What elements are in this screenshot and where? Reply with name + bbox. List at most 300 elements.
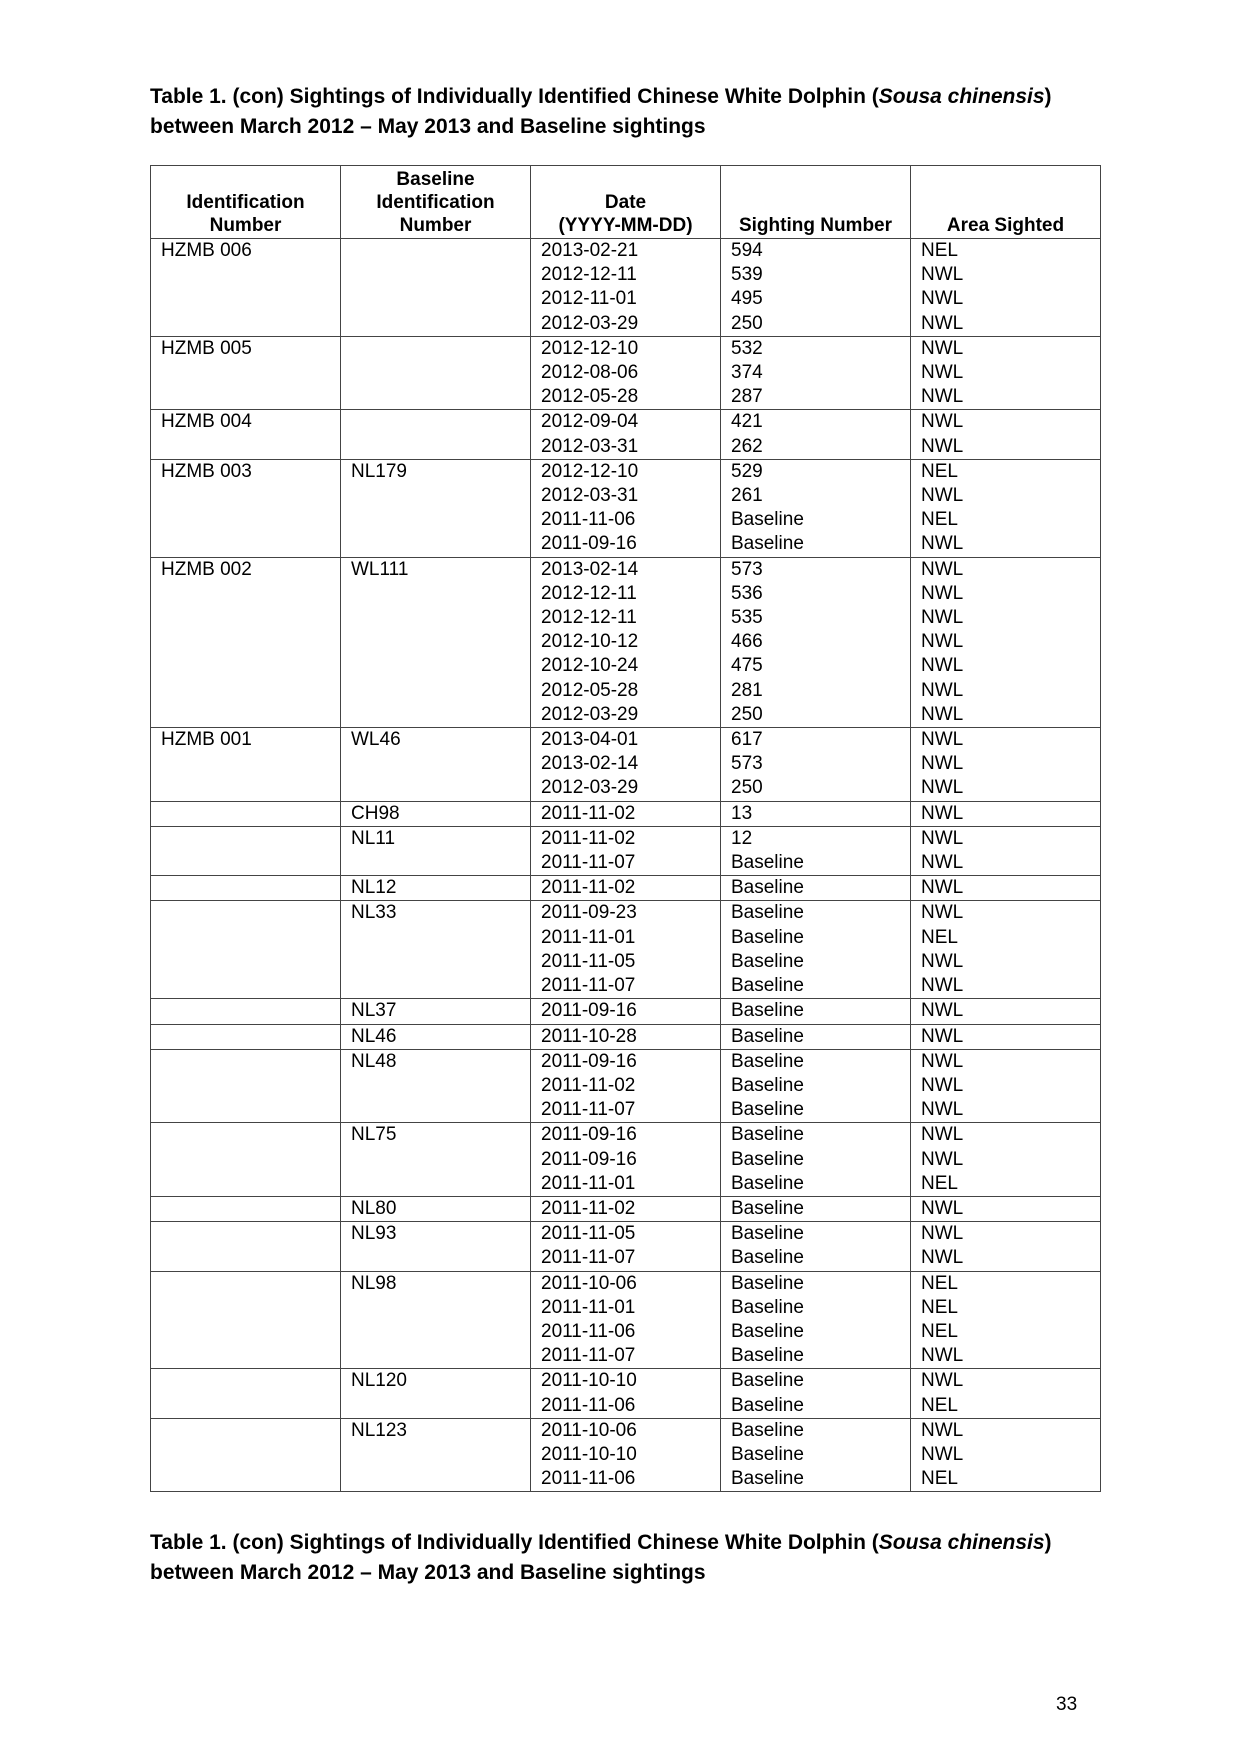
sighting-number-value: Baseline (731, 1000, 804, 1022)
date-value: 2011-11-07 (541, 975, 636, 997)
area-sighted-value: NWL (921, 852, 964, 874)
area-sighted-cell (911, 1418, 1101, 1492)
sighting-number-cell (721, 801, 911, 826)
sighting-number-value: Baseline (731, 1419, 804, 1441)
area-sighted-value: NEL (921, 1468, 958, 1490)
date-cell (531, 1271, 721, 1369)
area-sighted-value: NWL (921, 655, 964, 677)
header-text: Date (YYYY-MM-DD) (558, 192, 693, 236)
area-sighted-value: NWL (921, 902, 964, 924)
area-sighted-value: NWL (921, 386, 964, 408)
area-sighted-value: NWL (921, 975, 964, 997)
sighting-number-value: 250 (731, 312, 763, 334)
date-value: 2011-11-06 (541, 509, 636, 531)
table-row (151, 801, 1101, 826)
baseline-id-cell: NL120 (341, 1369, 531, 1418)
area-sighted-value: NWL (921, 362, 964, 384)
table-row (151, 728, 1101, 802)
date-value: 2011-11-01 (541, 1172, 636, 1194)
sighting-number-value: 617 (731, 729, 763, 751)
sighting-number-value: Baseline (731, 533, 804, 555)
sighting-number-value: 13 (731, 802, 753, 824)
sighting-number-value: 594 (731, 240, 763, 261)
sighting-number-cell (721, 1123, 911, 1197)
sighting-group (151, 999, 1101, 1024)
area-sighted-cell (911, 826, 1101, 875)
header-date (531, 166, 721, 239)
header-identification-number (151, 166, 341, 239)
date-value: 2012-12-11 (541, 264, 637, 286)
sighting-number-value: 250 (731, 777, 763, 799)
table-row (151, 1049, 1101, 1123)
table-row (151, 410, 1101, 459)
identification-number-cell (151, 1024, 341, 1049)
area-sighted-value: NWL (921, 1074, 964, 1096)
sighting-number-value: 374 (731, 362, 763, 384)
table-row (151, 1369, 1101, 1418)
sighting-number-value: Baseline (731, 1272, 804, 1294)
area-sighted-value: NWL (921, 337, 964, 359)
baseline-id-cell: NL123 (341, 1418, 531, 1492)
identification-number-cell (151, 876, 341, 901)
baseline-id-cell (341, 239, 531, 337)
area-sighted-cell (911, 1196, 1101, 1221)
date-value: 2011-09-16 (541, 1050, 637, 1072)
sighting-number-value: Baseline (731, 1320, 804, 1342)
area-sighted-cell (911, 801, 1101, 826)
date-cell (531, 826, 721, 875)
area-sighted-value: NWL (921, 777, 964, 799)
caption-species: Sousa chinensis (878, 85, 1045, 108)
area-sighted-value: NWL (921, 1345, 964, 1367)
table-row (151, 999, 1101, 1024)
baseline-id-cell: NL37 (341, 999, 531, 1024)
area-sighted-value: NEL (921, 1296, 958, 1318)
caption-suffix: ) between March 2012 – May 2013 and Baseline sightings (150, 85, 1052, 138)
sighting-number-value: Baseline (731, 950, 804, 972)
sighting-group (151, 1049, 1101, 1123)
sighting-number-cell (721, 1418, 911, 1492)
sighting-number-value: Baseline (731, 1443, 804, 1465)
sighting-group (151, 1271, 1101, 1369)
sighting-number-value: Baseline (731, 877, 804, 899)
sighting-number-value: Baseline (731, 1025, 804, 1047)
date-cell (531, 1196, 721, 1221)
header-text: Sighting Number (738, 215, 893, 236)
date-value: 2013-02-14 (541, 558, 639, 580)
area-sighted-value: NWL (921, 607, 964, 629)
date-value: 2011-10-06 (541, 1272, 637, 1294)
date-value: 2012-11-01 (541, 288, 637, 310)
sighting-number-value: Baseline (731, 1468, 804, 1490)
baseline-id-cell: NL12 (341, 876, 531, 901)
table-row (151, 876, 1101, 901)
date-value: 2012-10-24 (541, 655, 639, 677)
date-cell (531, 336, 721, 410)
sighting-group (151, 1123, 1101, 1197)
sighting-number-cell (721, 999, 911, 1024)
date-value: 2011-11-02 (541, 1197, 636, 1219)
sighting-number-value: Baseline (731, 926, 804, 948)
date-cell (531, 410, 721, 459)
sighting-number-value: 573 (731, 753, 763, 775)
sighting-group (151, 801, 1101, 826)
area-sighted-cell (911, 336, 1101, 410)
baseline-id-cell (341, 410, 531, 459)
sighting-group (151, 876, 1101, 901)
date-value: 2011-11-07 (541, 1247, 636, 1269)
caption-prefix: Table 1. (con) Sightings of Individually Identified Chinese White Dolphin ( (150, 1531, 879, 1554)
sighting-number-value: Baseline (731, 1223, 804, 1245)
date-value: 2011-11-06 (541, 1468, 636, 1490)
baseline-id-cell: NL93 (341, 1222, 531, 1271)
date-value: 2012-12-11 (541, 582, 637, 604)
sightings-table (150, 165, 1101, 1492)
header-sighting-number (721, 166, 911, 239)
header-area-sighted (911, 166, 1101, 239)
area-sighted-value: NEL (921, 1320, 958, 1342)
identification-number-cell: HZMB 006 (151, 239, 341, 337)
sighting-number-value: 573 (731, 558, 763, 580)
header-row (151, 166, 1101, 239)
area-sighted-value: NWL (921, 1223, 964, 1245)
identification-number-cell (151, 1418, 341, 1492)
sighting-number-cell (721, 1271, 911, 1369)
sighting-number-value: Baseline (731, 1074, 804, 1096)
baseline-id-cell: NL80 (341, 1196, 531, 1221)
sighting-number-cell (721, 557, 911, 727)
area-sighted-value: NWL (921, 1247, 964, 1269)
date-cell (531, 557, 721, 727)
baseline-id-cell (341, 336, 531, 410)
identification-number-cell (151, 1271, 341, 1369)
date-cell (531, 1049, 721, 1123)
identification-number-cell (151, 801, 341, 826)
sighting-number-value: 539 (731, 264, 763, 286)
area-sighted-cell (911, 901, 1101, 999)
date-value: 2012-03-29 (541, 703, 639, 725)
sighting-number-cell (721, 728, 911, 802)
area-sighted-value: NEL (921, 1272, 958, 1294)
date-value: 2013-02-14 (541, 753, 639, 775)
area-sighted-value: NWL (921, 1025, 964, 1047)
sighting-number-cell (721, 1049, 911, 1123)
sighting-group (151, 239, 1101, 337)
baseline-id-cell: NL11 (341, 826, 531, 875)
area-sighted-cell (911, 1271, 1101, 1369)
table-row (151, 459, 1101, 557)
date-value: 2012-03-31 (541, 485, 639, 507)
date-value: 2012-03-29 (541, 777, 639, 799)
sighting-number-value: Baseline (731, 509, 804, 531)
sighting-number-cell (721, 1196, 911, 1221)
date-value: 2012-05-28 (541, 386, 639, 408)
caption-suffix: ) between March 2012 – May 2013 and Baseline sightings (150, 1531, 1052, 1584)
sighting-group (151, 1222, 1101, 1271)
table-row (151, 826, 1101, 875)
date-value: 2011-11-01 (541, 1296, 636, 1318)
identification-number-cell: HZMB 005 (151, 336, 341, 410)
date-cell (531, 1222, 721, 1271)
identification-number-cell (151, 1123, 341, 1197)
date-cell (531, 999, 721, 1024)
date-value: 2011-09-16 (541, 1148, 637, 1170)
baseline-id-cell: NL75 (341, 1123, 531, 1197)
header-baseline-identification-number (341, 166, 531, 239)
sighting-number-cell (721, 1369, 911, 1418)
baseline-id-cell: WL111 (341, 557, 531, 727)
sighting-group (151, 901, 1101, 999)
date-value: 2012-08-06 (541, 362, 639, 384)
date-value: 2011-11-01 (541, 926, 636, 948)
area-sighted-value: NWL (921, 533, 964, 555)
sighting-number-value: Baseline (731, 902, 804, 924)
date-cell (531, 728, 721, 802)
sighting-number-value: 262 (731, 435, 763, 457)
area-sighted-value: NWL (921, 312, 964, 334)
sighting-group (151, 1418, 1101, 1492)
baseline-id-cell: NL46 (341, 1024, 531, 1049)
date-value: 2011-10-10 (541, 1443, 637, 1465)
area-sighted-value: NWL (921, 264, 964, 286)
area-sighted-cell (911, 876, 1101, 901)
table-row (151, 1271, 1101, 1369)
baseline-id-cell: WL46 (341, 728, 531, 802)
sighting-number-value: Baseline (731, 1197, 804, 1219)
area-sighted-value: NWL (921, 1148, 964, 1170)
date-cell (531, 1418, 721, 1492)
identification-number-cell (151, 1222, 341, 1271)
area-sighted-value: NEL (921, 240, 958, 261)
baseline-id-cell: NL98 (341, 1271, 531, 1369)
sighting-number-value: 281 (731, 679, 763, 701)
sighting-number-cell (721, 410, 911, 459)
identification-number-cell: HZMB 004 (151, 410, 341, 459)
area-sighted-value: NEL (921, 1394, 958, 1416)
area-sighted-cell (911, 459, 1101, 557)
table-row (151, 1222, 1101, 1271)
sighting-group (151, 459, 1101, 557)
date-cell (531, 1123, 721, 1197)
area-sighted-value: NWL (921, 582, 964, 604)
date-value: 2012-12-10 (541, 337, 639, 359)
table-row (151, 239, 1101, 337)
date-value: 2011-09-16 (541, 533, 637, 555)
date-value: 2011-11-05 (541, 1223, 636, 1245)
sighting-number-value: Baseline (731, 1099, 804, 1121)
table-caption (150, 82, 1110, 142)
date-value: 2011-11-02 (541, 802, 636, 824)
date-value: 2012-03-29 (541, 312, 639, 334)
baseline-id-cell: NL179 (341, 459, 531, 557)
area-sighted-value: NWL (921, 877, 964, 899)
area-sighted-cell (911, 1369, 1101, 1418)
date-value: 2011-11-06 (541, 1394, 636, 1416)
table-row (151, 1196, 1101, 1221)
sighting-number-cell (721, 901, 911, 999)
area-sighted-value: NWL (921, 1419, 964, 1441)
baseline-id-cell: NL48 (341, 1049, 531, 1123)
area-sighted-cell (911, 728, 1101, 802)
caption-species: Sousa chinensis (878, 1531, 1045, 1554)
sighting-number-value: Baseline (731, 1148, 804, 1170)
date-value: 2011-09-16 (541, 1000, 637, 1022)
caption-prefix: Table 1. (con) Sightings of Individually Identified Chinese White Dolphin ( (150, 85, 879, 108)
date-value: 2012-12-10 (541, 460, 639, 482)
area-sighted-value: NWL (921, 753, 964, 775)
table-row (151, 1024, 1101, 1049)
area-sighted-value: NWL (921, 411, 964, 433)
sighting-group (151, 1369, 1101, 1418)
date-value: 2011-11-07 (541, 1099, 636, 1121)
sighting-group (151, 1024, 1101, 1049)
area-sighted-value: NWL (921, 1000, 964, 1022)
sighting-number-value: Baseline (731, 1296, 804, 1318)
sighting-number-cell (721, 239, 911, 337)
identification-number-cell (151, 1049, 341, 1123)
header-text: Area Sighted (946, 215, 1065, 236)
date-value: 2011-11-06 (541, 1320, 636, 1342)
page-number: 33 (1056, 1694, 1078, 1715)
sighting-number-value: 536 (731, 582, 763, 604)
date-cell (531, 239, 721, 337)
area-sighted-value: NWL (921, 558, 964, 580)
area-sighted-value: NWL (921, 950, 964, 972)
date-value: 2011-11-02 (541, 1074, 636, 1096)
date-value: 2011-10-10 (541, 1370, 637, 1392)
date-value: 2011-11-02 (541, 877, 636, 899)
area-sighted-cell (911, 1049, 1101, 1123)
sighting-number-value: Baseline (731, 852, 804, 874)
identification-number-cell: HZMB 002 (151, 557, 341, 727)
area-sighted-value: NWL (921, 802, 964, 824)
area-sighted-value: NWL (921, 679, 964, 701)
area-sighted-value: NWL (921, 288, 964, 310)
date-value: 2011-11-05 (541, 950, 636, 972)
table-caption-repeat (150, 1528, 1110, 1588)
area-sighted-value: NWL (921, 1197, 964, 1219)
date-value: 2012-03-31 (541, 435, 639, 457)
area-sighted-cell (911, 410, 1101, 459)
area-sighted-value: NEL (921, 509, 958, 531)
table-row (151, 557, 1101, 727)
area-sighted-value: NWL (921, 703, 964, 725)
sighting-number-value: 250 (731, 703, 763, 725)
identification-number-cell (151, 1369, 341, 1418)
sighting-number-value: Baseline (731, 1345, 804, 1367)
sighting-number-value: 287 (731, 386, 763, 408)
date-value: 2013-02-21 (541, 240, 639, 261)
table-row (151, 901, 1101, 999)
sighting-number-value: 475 (731, 655, 763, 677)
area-sighted-cell (911, 239, 1101, 337)
sighting-number-cell (721, 1024, 911, 1049)
area-sighted-value: NWL (921, 1099, 964, 1121)
date-value: 2012-12-11 (541, 607, 637, 629)
sighting-number-cell (721, 336, 911, 410)
area-sighted-value: NWL (921, 1443, 964, 1465)
date-value: 2011-11-02 (541, 827, 636, 849)
area-sighted-value: NWL (921, 485, 964, 507)
date-value: 2012-09-04 (541, 411, 639, 433)
sighting-group (151, 826, 1101, 875)
header-text: Identification Number (186, 192, 305, 236)
sighting-group (151, 336, 1101, 410)
area-sighted-cell (911, 1222, 1101, 1271)
area-sighted-value: NWL (921, 1370, 964, 1392)
sighting-number-value: 421 (731, 411, 763, 433)
sighting-number-value: Baseline (731, 1394, 804, 1416)
identification-number-cell (151, 901, 341, 999)
sighting-number-value: 529 (731, 460, 763, 482)
area-sighted-value: NEL (921, 1172, 958, 1194)
sighting-number-value: Baseline (731, 1172, 804, 1194)
sighting-number-value: 466 (731, 631, 763, 653)
sighting-number-value: 535 (731, 607, 763, 629)
date-cell (531, 1369, 721, 1418)
area-sighted-value: NEL (921, 926, 958, 948)
date-value: 2011-10-28 (541, 1025, 637, 1047)
date-value: 2012-10-12 (541, 631, 639, 653)
sighting-number-value: Baseline (731, 1247, 804, 1269)
date-value: 2011-09-16 (541, 1124, 637, 1146)
identification-number-cell: HZMB 003 (151, 459, 341, 557)
date-cell (531, 901, 721, 999)
area-sighted-value: NWL (921, 1050, 964, 1072)
identification-number-cell (151, 826, 341, 875)
table-row (151, 336, 1101, 410)
date-cell (531, 801, 721, 826)
sighting-number-cell (721, 1222, 911, 1271)
date-value: 2011-11-07 (541, 852, 636, 874)
baseline-id-cell: NL33 (341, 901, 531, 999)
sighting-number-value: 261 (731, 485, 763, 507)
sighting-group (151, 410, 1101, 459)
date-cell (531, 1024, 721, 1049)
area-sighted-value: NEL (921, 460, 958, 482)
sighting-number-cell (721, 826, 911, 875)
area-sighted-value: NWL (921, 631, 964, 653)
sighting-number-cell (721, 459, 911, 557)
sighting-number-value: Baseline (731, 975, 804, 997)
area-sighted-cell (911, 1123, 1101, 1197)
area-sighted-cell (911, 999, 1101, 1024)
date-cell (531, 459, 721, 557)
identification-number-cell (151, 999, 341, 1024)
sighting-number-value: 532 (731, 337, 763, 359)
area-sighted-cell (911, 1024, 1101, 1049)
sighting-group (151, 728, 1101, 802)
date-value: 2011-09-23 (541, 902, 637, 924)
area-sighted-cell (911, 557, 1101, 727)
sighting-number-cell (721, 876, 911, 901)
identification-number-cell (151, 1196, 341, 1221)
header-text: Baseline Identification Number (376, 169, 495, 236)
table-row (151, 1418, 1101, 1492)
date-value: 2012-05-28 (541, 679, 639, 701)
sighting-number-value: Baseline (731, 1370, 804, 1392)
sighting-number-value: 495 (731, 288, 763, 310)
area-sighted-value: NWL (921, 729, 964, 751)
area-sighted-value: NWL (921, 827, 964, 849)
sighting-number-value: Baseline (731, 1124, 804, 1146)
date-value: 2011-10-06 (541, 1419, 637, 1441)
sighting-group (151, 557, 1101, 727)
area-sighted-value: NWL (921, 435, 964, 457)
date-cell (531, 876, 721, 901)
date-value: 2013-04-01 (541, 729, 639, 751)
table-row (151, 1123, 1101, 1197)
